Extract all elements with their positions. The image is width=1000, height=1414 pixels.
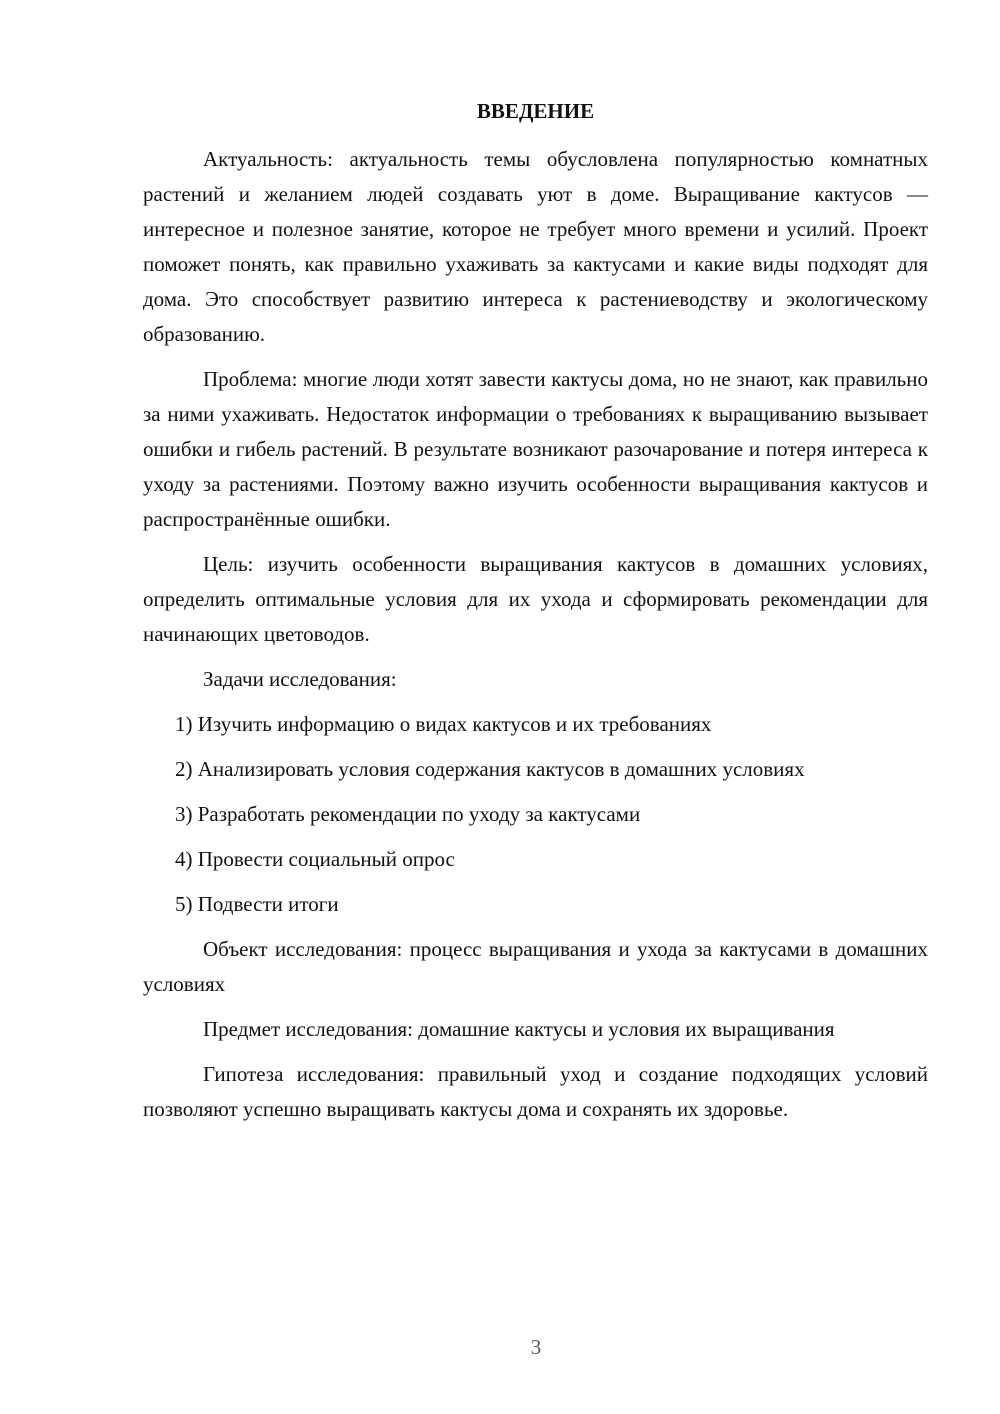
relevance-paragraph: Актуальность: актуальность темы обусловлена популярностью комнатных растений и желанием людей создавать уют в доме. Выращивание кактусов — интересное и полезное занятие, которое не требует много времени и усилий. Проект поможет понять, как правильно ухаживать за кактусами и какие виды подходят для дома. Это способствует развитию интереса к растениеводству и экологическому образованию. — [143, 147, 928, 346]
task-item: 5) Подвести итоги — [175, 892, 339, 916]
hypothesis-paragraph: Гипотеза исследования: правильный уход и создание подходящих условий позволяют успешно выращивать кактусы дома и сохранять их здоровье. — [143, 1062, 928, 1121]
page-number: 3 — [530, 1335, 542, 1359]
object-paragraph: Объект исследования: процесс выращивания и ухода за кактусами в домашних условиях — [143, 937, 928, 996]
task-item: 4) Провести социальный опрос — [175, 847, 455, 871]
problem-paragraph: Проблема: многие люди хотят завести кактусы дома, но не знают, как правильно за ними ухаживать. Недостаток информации о требованиях к выращиванию вызывает ошибки и гибель растений. В результате возникают разочарование и потеря интереса к уходу за растениями. Поэтому важно изучить особенности выращивания кактусов и распространённые ошибки. — [143, 367, 928, 531]
task-item: 2) Анализировать условия содержания кактусов в домашних условиях — [175, 757, 805, 781]
task-item: 1) Изучить информацию о видах кактусов и их требованиях — [175, 712, 712, 736]
tasks-list — [143, 707, 928, 922]
subject-paragraph: Предмет исследования: домашние кактусы и условия их выращивания — [203, 1017, 835, 1041]
task-item: 3) Разработать рекомендации по уходу за кактусами — [175, 802, 641, 826]
goal-paragraph: Цель: изучить особенности выращивания кактусов в домашних условиях, определить оптимальные условия для их ухода и сформировать рекомендации для начинающих цветоводов. — [143, 552, 928, 646]
page-content — [143, 94, 928, 1137]
tasks-title: Задачи исследования: — [203, 667, 397, 691]
section-heading: ВВЕДЕНИЕ — [476, 99, 595, 123]
